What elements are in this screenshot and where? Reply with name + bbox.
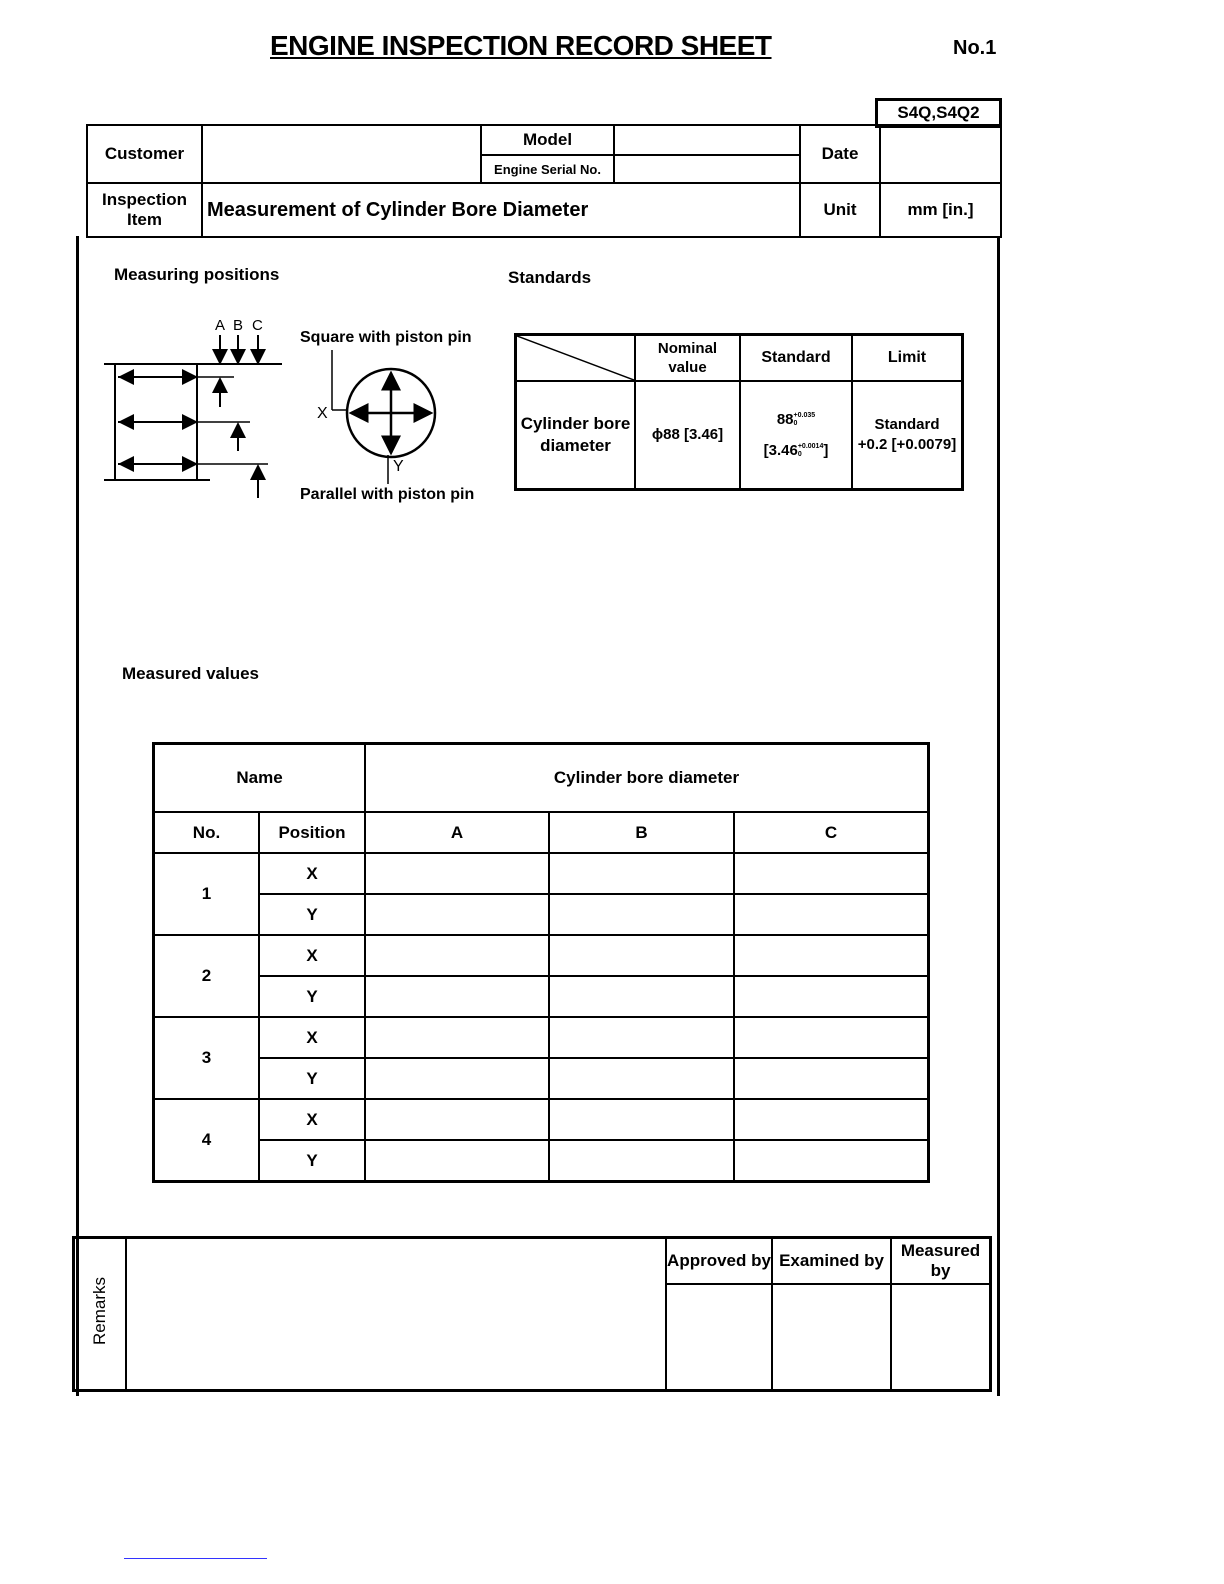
- value-cell-a[interactable]: [365, 1017, 549, 1058]
- limit-header: Limit: [852, 335, 963, 382]
- value-cell-c[interactable]: [734, 894, 929, 935]
- cylinder-bore-label-line1: Cylinder bore: [520, 413, 631, 433]
- value-cell-c[interactable]: [734, 1099, 929, 1140]
- measured-values-table: [152, 742, 930, 1183]
- nominal-header-line2: value: [668, 359, 707, 376]
- page-title: ENGINE INSPECTION RECORD SHEET: [270, 30, 772, 61]
- examined-by-label: Examined by: [772, 1238, 891, 1285]
- remarks-label: Remarks: [90, 1277, 109, 1346]
- measured-by-label: Measured by: [891, 1238, 991, 1285]
- inspection-label-line1: Inspection: [101, 190, 187, 209]
- approved-by-signature[interactable]: [666, 1284, 772, 1390]
- cylinder-bore-diameter-header: Cylinder bore diameter: [365, 744, 929, 813]
- value-cell-b[interactable]: [549, 1140, 734, 1182]
- value-cell-a[interactable]: [365, 894, 549, 935]
- std-tol-lower: 0: [793, 419, 798, 427]
- nominal-header: [635, 335, 740, 382]
- table-row: [154, 935, 929, 976]
- standard-value: [740, 381, 852, 489]
- engine-serial-field[interactable]: [614, 155, 800, 183]
- standards-table: [514, 333, 964, 491]
- bottom-underline: [124, 1558, 267, 1559]
- cylinder-side-diagram: [100, 315, 300, 525]
- nominal-value: ϕ88 [3.46]: [635, 381, 740, 489]
- value-cell-c[interactable]: [734, 1058, 929, 1099]
- column-a-header: A: [365, 812, 549, 853]
- measured-by-signature[interactable]: [891, 1284, 991, 1390]
- table-row: [154, 976, 929, 1017]
- table-row: [154, 1099, 929, 1140]
- value-cell-a[interactable]: [365, 853, 549, 894]
- table-row: [154, 1140, 929, 1182]
- cylinder-no-cell: 3: [154, 1017, 260, 1099]
- standard-header: Standard: [740, 335, 852, 382]
- unit-label: Unit: [800, 183, 880, 237]
- column-b-header: B: [549, 812, 734, 853]
- value-cell-c[interactable]: [734, 853, 929, 894]
- cylinder-bore-label-line2: diameter: [540, 435, 611, 455]
- value-cell-c[interactable]: [734, 1140, 929, 1182]
- inspection-label-line2: Item: [127, 210, 162, 229]
- limit-line1: Standard: [874, 415, 940, 433]
- remarks-field[interactable]: [126, 1238, 666, 1391]
- engine-serial-label: Engine Serial No.: [481, 155, 614, 183]
- std-in-open: [3.46: [763, 441, 798, 459]
- parallel-with-piston-pin-label: Parallel with piston pin: [300, 486, 475, 503]
- position-cell: Y: [259, 894, 365, 935]
- customer-field[interactable]: [202, 125, 481, 183]
- position-cell: X: [259, 935, 365, 976]
- position-cell: X: [259, 1099, 365, 1140]
- table-row: [154, 853, 929, 894]
- page-number: No.1: [953, 37, 997, 59]
- value-cell-c[interactable]: [734, 976, 929, 1017]
- std-in-tol-upper: +0.0014: [797, 442, 824, 450]
- std-in-close: ]: [823, 441, 829, 459]
- model-field[interactable]: [614, 125, 800, 155]
- bore-top-view-diagram: [310, 350, 450, 485]
- inspection-item-label: [87, 183, 202, 237]
- cylinder-no-cell: 2: [154, 935, 260, 1017]
- no-header: No.: [154, 812, 260, 853]
- standards-heading: Standards: [508, 268, 592, 287]
- name-header: Name: [154, 744, 366, 813]
- std-in-tol-lower: 0: [797, 450, 802, 458]
- value-cell-c[interactable]: [734, 935, 929, 976]
- header-form-table: [86, 124, 1002, 238]
- value-cell-b[interactable]: [549, 853, 734, 894]
- customer-label: Customer: [87, 125, 202, 183]
- square-with-piston-pin-label: Square with piston pin: [300, 329, 472, 346]
- value-cell-c[interactable]: [734, 1017, 929, 1058]
- unit-value: mm [in.]: [880, 183, 1001, 237]
- position-cell: X: [259, 1017, 365, 1058]
- position-letter-b: B: [233, 317, 244, 334]
- nominal-header-line1: Nominal: [657, 340, 718, 357]
- value-cell-a[interactable]: [365, 976, 549, 1017]
- table-row: [154, 894, 929, 935]
- model-label: Model: [481, 125, 614, 155]
- table-row: [154, 1058, 929, 1099]
- value-cell-b[interactable]: [549, 976, 734, 1017]
- position-letter-a: A: [215, 317, 226, 334]
- value-cell-a[interactable]: [365, 1099, 549, 1140]
- model-code-box: S4Q,S4Q2: [875, 98, 1002, 128]
- diagonal-line: [517, 336, 634, 380]
- diagonal-corner-cell: [516, 335, 636, 382]
- remarks-label-cell: [74, 1238, 127, 1391]
- position-cell: X: [259, 853, 365, 894]
- std-main: 88: [776, 410, 794, 428]
- examined-by-signature[interactable]: [772, 1284, 891, 1390]
- limit-value: [852, 381, 963, 489]
- table-row: [154, 1017, 929, 1058]
- position-cell: Y: [259, 1058, 365, 1099]
- approved-by-label: Approved by: [666, 1238, 772, 1285]
- value-cell-a[interactable]: [365, 935, 549, 976]
- limit-line2: +0.2 [+0.0079]: [857, 435, 957, 453]
- value-cell-b[interactable]: [549, 935, 734, 976]
- position-header: Position: [259, 812, 365, 853]
- value-cell-b[interactable]: [549, 894, 734, 935]
- measured-values-heading: Measured values: [122, 664, 260, 683]
- date-field[interactable]: [880, 125, 1001, 183]
- column-c-header: C: [734, 812, 929, 853]
- inspection-item-value: Measurement of Cylinder Bore Diameter: [202, 183, 800, 237]
- cylinder-bore-label: [516, 381, 636, 489]
- std-tol-upper: +0.035: [793, 411, 816, 419]
- footer-table: [72, 1236, 992, 1392]
- date-label: Date: [800, 125, 880, 183]
- position-cell: Y: [259, 1140, 365, 1182]
- x-axis-label: X: [317, 405, 328, 422]
- cylinder-no-cell: 1: [154, 853, 260, 935]
- value-cell-a[interactable]: [365, 1140, 549, 1182]
- value-cell-b[interactable]: [549, 1099, 734, 1140]
- y-axis-label: Y: [393, 458, 404, 475]
- value-cell-a[interactable]: [365, 1058, 549, 1099]
- measuring-positions-heading: Measuring positions: [114, 265, 280, 284]
- value-cell-b[interactable]: [549, 1058, 734, 1099]
- position-letter-c: C: [252, 317, 263, 334]
- value-cell-b[interactable]: [549, 1017, 734, 1058]
- cylinder-no-cell: 4: [154, 1099, 260, 1182]
- position-cell: Y: [259, 976, 365, 1017]
